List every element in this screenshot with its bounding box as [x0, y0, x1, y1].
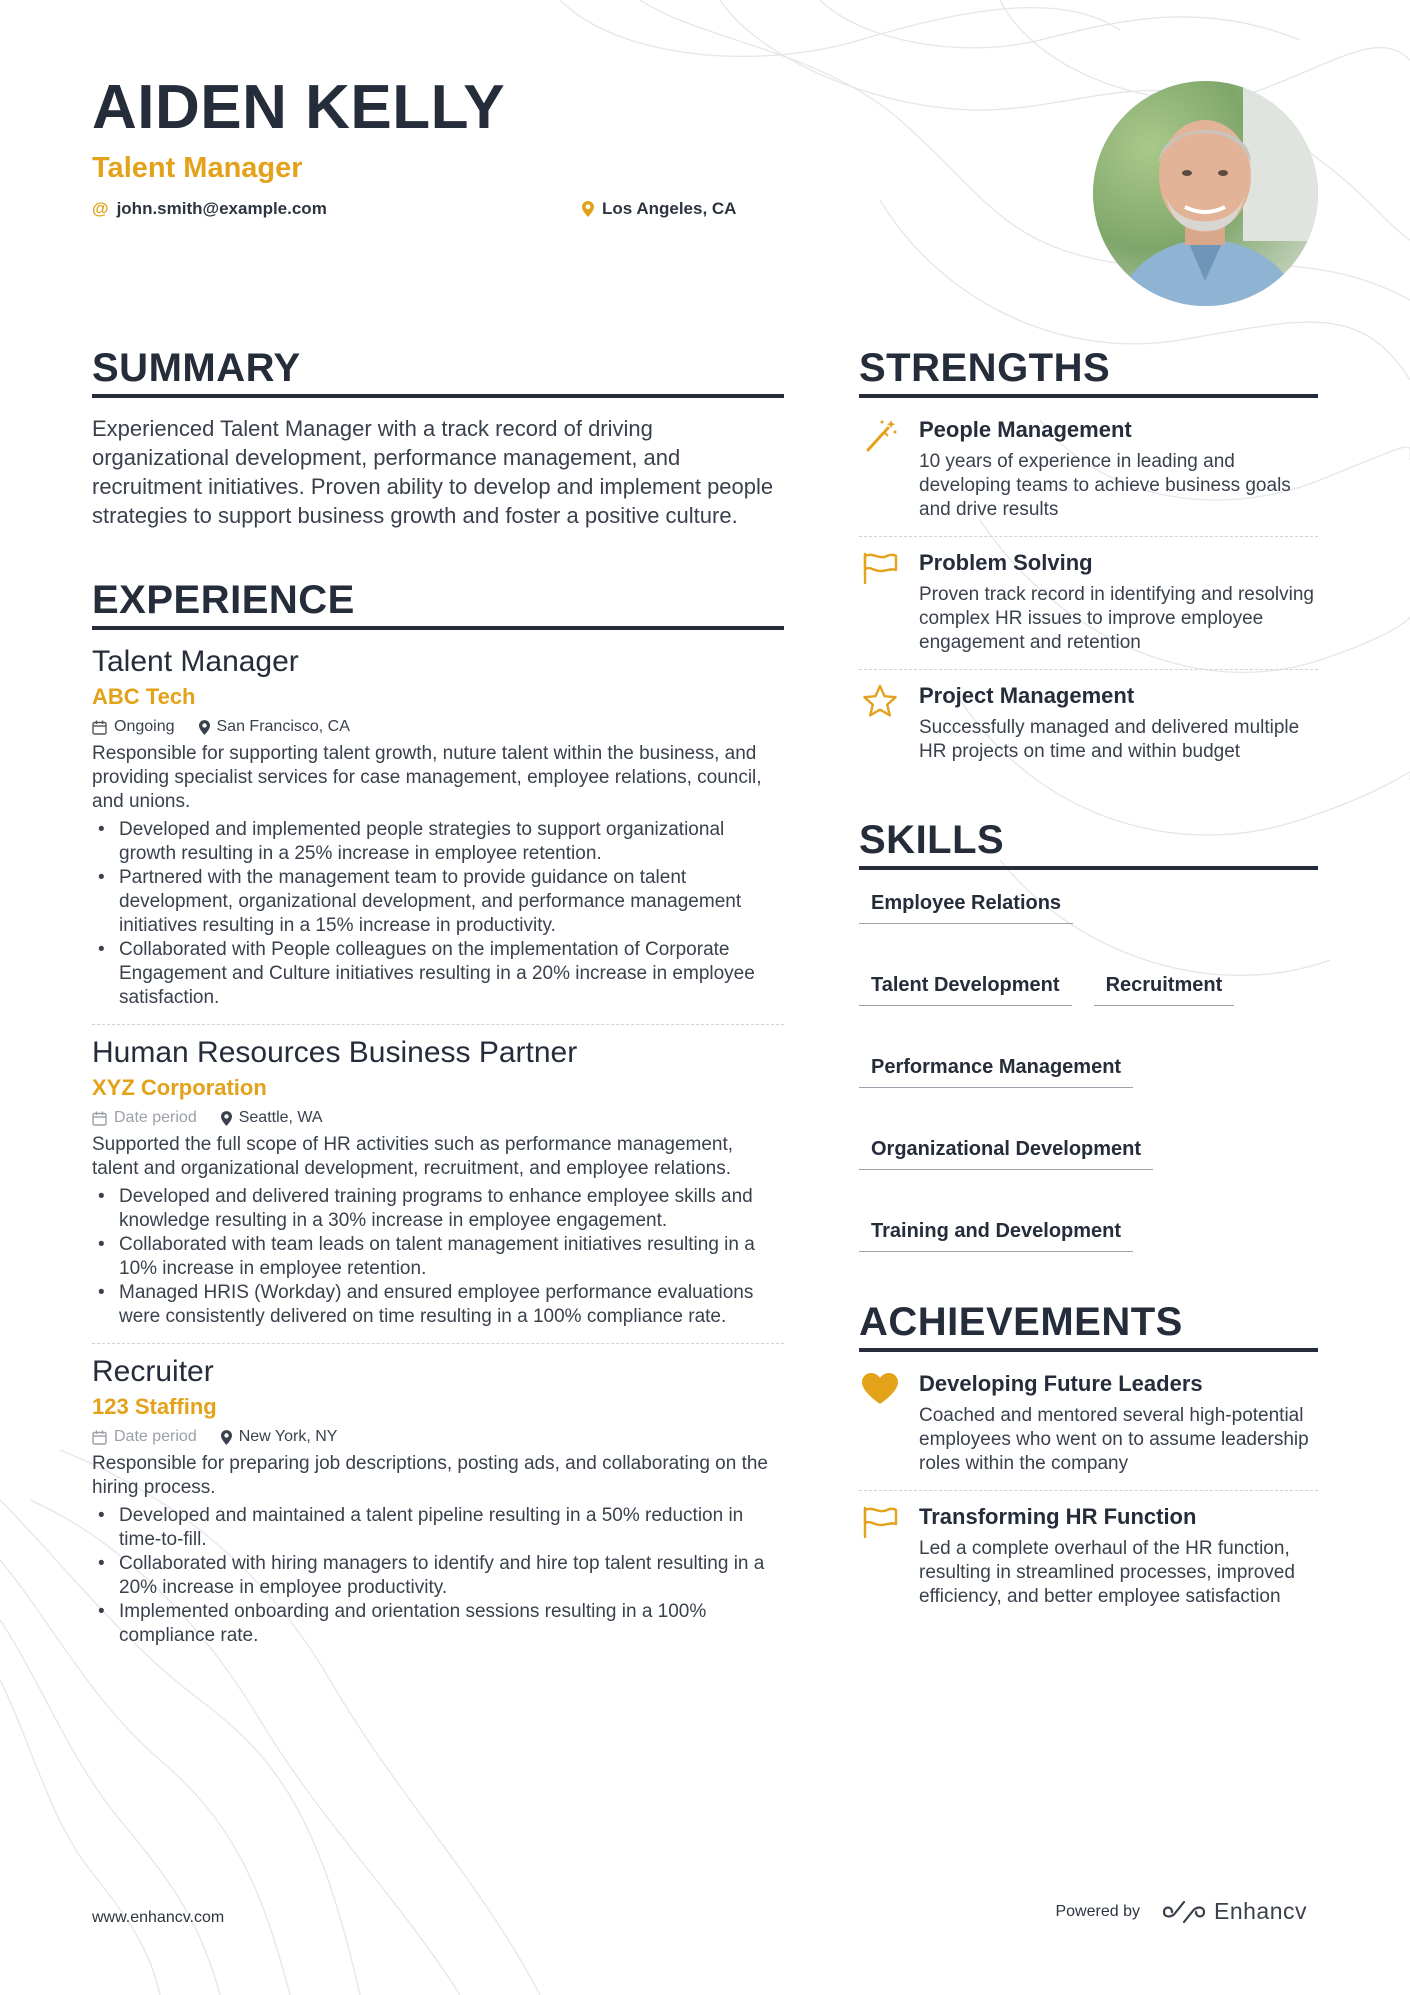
job-bullet: • Developed and maintained a talent pipeline resulting in a 50% reduction in time-to-fill.: [92, 1504, 784, 1552]
profile-photo: [1093, 81, 1318, 306]
skill-tag: Employee Relations: [859, 886, 1073, 924]
candidate-title: Talent Manager: [92, 152, 303, 185]
map-pin-icon: [221, 1430, 232, 1445]
job-bullet: • Developed and delivered training programs to enhance employee skills and knowledge resulting in a 30% increase in employee engagement.: [92, 1185, 784, 1233]
skills-heading: SKILLS: [859, 818, 1318, 870]
job-title: Recruiter: [92, 1355, 214, 1388]
job-date-text: Ongoing: [114, 718, 175, 735]
achievement-title: Developing Future Leaders: [919, 1371, 1203, 1396]
map-pin-icon: [221, 1111, 232, 1126]
map-pin-icon: [582, 201, 594, 217]
job-location: [221, 1428, 338, 1446]
job-bullets: [92, 1504, 784, 1648]
achievements-list: [859, 1358, 1318, 1623]
job-description: Supported the full scope of HR activities such as performance management, talent and organizational development, recruitment, and employee relations.: [92, 1134, 734, 1179]
strengths-list: [859, 404, 1318, 778]
achievements-heading: ACHIEVEMENTS: [859, 1300, 1318, 1352]
skill-tag: Organizational Development: [859, 1132, 1153, 1170]
experience-list: [92, 644, 784, 1662]
job-meta: [92, 1109, 784, 1127]
achievement-description: Led a complete overhaul of the HR function, resulting in streamlined processes, improved efficiency, and better employee satisfaction: [919, 1538, 1295, 1607]
left-column: [92, 346, 784, 1662]
strength-item: [859, 404, 1318, 536]
job-meta: [92, 1428, 784, 1446]
job-title: Human Resources Business Partner: [92, 1036, 578, 1069]
skills-list: [859, 886, 1318, 1252]
candidate-name: AIDEN KELLY: [92, 73, 506, 142]
email-contact[interactable]: [92, 199, 327, 219]
job-location-text: New York, NY: [238, 1428, 338, 1445]
heart-icon: [861, 1372, 899, 1406]
job-bullet: • Managed HRIS (Workday) and ensured employee performance evaluations were consistently delivered on time resulting in a 100% compliance rate.: [92, 1281, 784, 1329]
magic-wand-icon: [862, 418, 898, 454]
calendar-icon: [92, 1111, 107, 1126]
job-location: [199, 718, 350, 736]
job-company: XYZ Corporation: [92, 1075, 267, 1100]
brand-name: Enhancv: [1213, 1898, 1307, 1924]
strength-title: People Management: [919, 417, 1132, 442]
at-sign-icon: @: [92, 199, 109, 219]
job-title: Talent Manager: [92, 645, 299, 678]
job-bullet: • Collaborated with hiring managers to identify and hire top talent resulting in a 20% increase in employee productivity.: [92, 1552, 784, 1600]
skill-tag: Training and Development: [859, 1214, 1133, 1252]
strength-item: [859, 536, 1318, 669]
summary-heading: SUMMARY: [92, 346, 784, 398]
skill-tag: Talent Development: [859, 968, 1072, 1006]
job-location-text: Seattle, WA: [238, 1109, 323, 1126]
strength-description: 10 years of experience in leading and developing teams to achieve business goals and drive results: [919, 451, 1291, 520]
calendar-icon: [92, 720, 107, 735]
job-date-text: Date period: [114, 1109, 197, 1126]
job-description: Responsible for preparing job descriptions, posting ads, and collaborating on the hiring process.: [92, 1453, 768, 1498]
achievement-description: Coached and mentored several high-potential employees who went on to assume leadership roles within the company: [919, 1405, 1309, 1474]
strengths-heading: STRENGTHS: [859, 346, 1318, 398]
job-bullets: [92, 818, 784, 1010]
job-entry: [92, 644, 784, 1024]
skill-tag: Performance Management: [859, 1050, 1133, 1088]
job-description: Responsible for supporting talent growth, nuture talent within the business, and providing specialist services for case management, employee relations, council, and unions.: [92, 743, 762, 812]
job-date-text: Date period: [114, 1428, 197, 1445]
powered-by-text: Powered by: [1055, 1902, 1140, 1920]
location-text: Los Angeles, CA: [602, 199, 737, 219]
enhancv-logo-icon: [1162, 1900, 1206, 1924]
location-contact: [582, 199, 736, 219]
experience-heading: EXPERIENCE: [92, 578, 784, 630]
footer-website[interactable]: www.enhancv.com: [92, 1909, 225, 1926]
resume-header: [92, 74, 912, 219]
job-bullets: [92, 1185, 784, 1329]
skill-tag: Recruitment: [1094, 968, 1235, 1006]
job-date: [92, 1109, 197, 1127]
strength-description: Successfully managed and delivered multiple HR projects on time and within budget: [919, 717, 1300, 762]
achievement-item: [859, 1358, 1318, 1490]
job-company: ABC Tech: [92, 684, 196, 709]
job-company: 123 Staffing: [92, 1394, 217, 1419]
email-text: john.smith@example.com: [116, 199, 327, 219]
job-location: [221, 1109, 323, 1127]
job-location-text: San Francisco, CA: [216, 718, 350, 735]
contact-row: [92, 199, 912, 219]
job-date: [92, 718, 175, 736]
job-bullet: • Collaborated with team leads on talent management initiatives resulting in a 10% increase in employee retention.: [92, 1233, 784, 1281]
achievement-item: [859, 1490, 1318, 1623]
flag-icon: [861, 551, 899, 585]
job-entry: [92, 1343, 784, 1662]
summary-text: Experienced Talent Manager with a track record of driving organizational development, performance management, and recruitment initiatives. Proven ability to develop and implement people strategies to support business growth and foster a positive culture.: [92, 416, 774, 528]
strength-title: Problem Solving: [919, 550, 1093, 575]
brand-logo[interactable]: [1162, 1898, 1307, 1925]
job-entry: [92, 1024, 784, 1343]
calendar-icon: [92, 1430, 107, 1445]
achievement-title: Transforming HR Function: [919, 1504, 1197, 1529]
job-bullet: • Partnered with the management team to provide guidance on talent development, organizational development, and performance management initiatives resulting in a 15% increase in productivity.: [92, 866, 784, 938]
job-date: [92, 1428, 197, 1446]
map-pin-icon: [199, 720, 210, 735]
flag-icon: [861, 1505, 899, 1539]
job-meta: [92, 718, 784, 736]
strength-description: Proven track record in identifying and resolving complex HR issues to improve employee engagement and retention: [919, 584, 1314, 653]
footer-branding: [1055, 1898, 1307, 1925]
right-column: [859, 346, 1318, 1623]
job-bullet: • Implemented onboarding and orientation sessions resulting in a 100% compliance rate.: [92, 1600, 784, 1648]
star-icon: [862, 684, 898, 718]
job-bullet: • Developed and implemented people strategies to support organizational growth resulting in a 25% increase in employee retention.: [92, 818, 784, 866]
strength-title: Project Management: [919, 683, 1135, 708]
strength-item: [859, 669, 1318, 778]
job-bullet: • Collaborated with People colleagues on the implementation of Corporate Engagement and Culture initiatives resulting in a 20% increase in employee satisfaction.: [92, 938, 784, 1010]
